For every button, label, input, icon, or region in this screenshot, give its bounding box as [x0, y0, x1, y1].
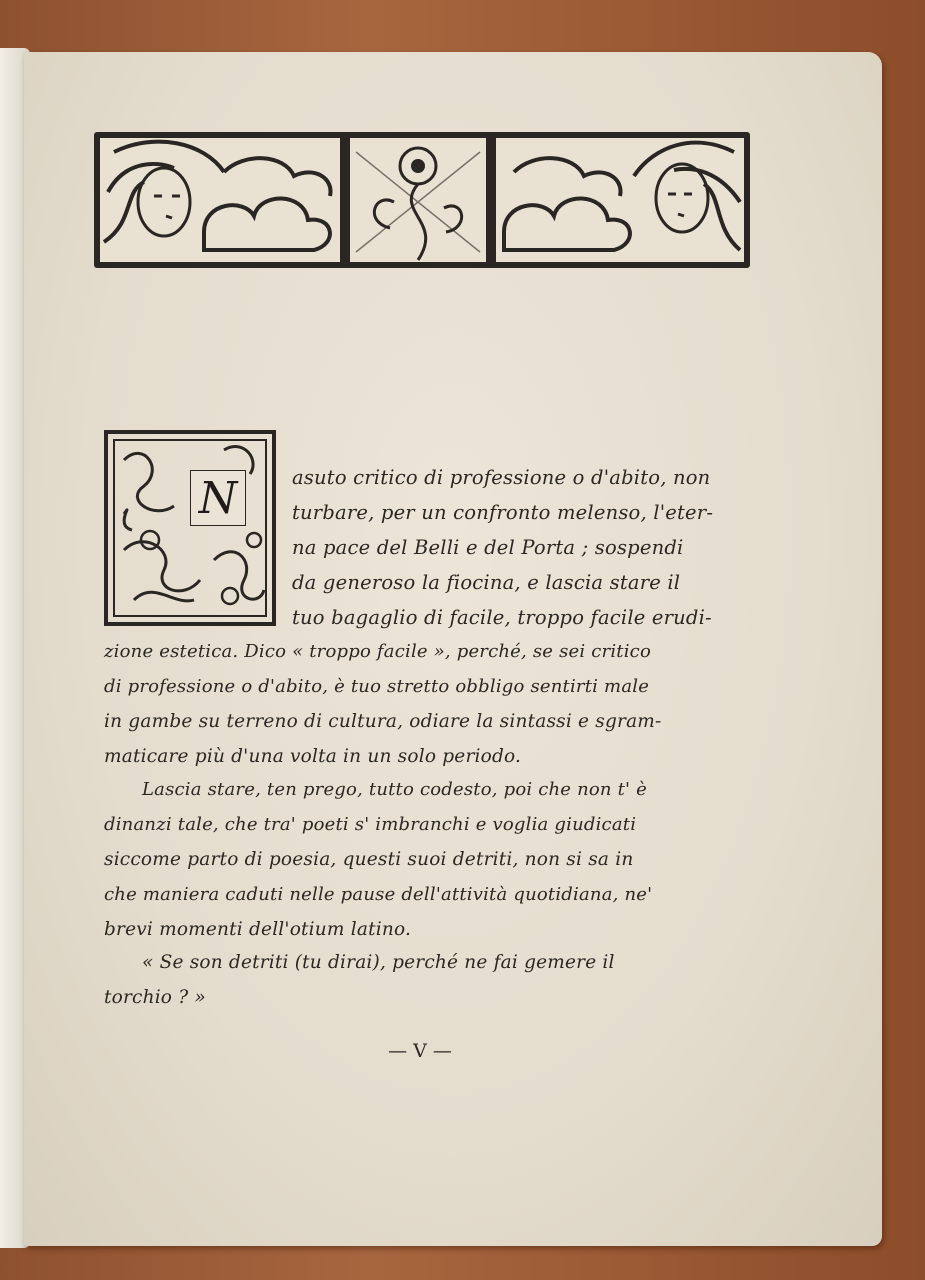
text-line: siccome parto di poesia, questi suoi detriti, non si sa in	[104, 849, 634, 870]
text-line: turbare, per un confronto melenso, l'eter-	[292, 501, 714, 524]
initial-letter: N	[190, 470, 246, 526]
text-line: tuo bagaglio di facile, troppo facile erudi-	[292, 606, 712, 629]
text-line: dinanzi tale, che tra' poeti s' imbranchi e voglia giudicati	[104, 814, 637, 835]
text-line: na pace del Belli e del Porta ; sospendi	[292, 536, 684, 559]
floral-initial-frame-icon	[104, 430, 276, 626]
page-number: — V —	[388, 1040, 452, 1062]
decorative-headpiece	[94, 132, 750, 268]
text-line: maticare più d'una volta in un solo periodo.	[104, 746, 522, 767]
text-line: zione estetica. Dico « troppo facile », perché, se sei critico	[104, 641, 652, 662]
text-line: « Se son detriti (tu dirai), perché ne fai gemere il	[142, 952, 615, 973]
text-line: da generoso la fiocina, e lascia stare il	[292, 571, 681, 594]
text-line: brevi momenti dell'otium latino.	[104, 919, 412, 940]
text-line: in gambe su terreno di cultura, odiare la sintassi e sgram-	[104, 711, 662, 732]
text-line: asuto critico di professione o d'abito, non	[292, 466, 711, 489]
text-line: di professione o d'abito, è tuo stretto obbligo sentirti male	[104, 676, 650, 697]
art-nouveau-ornament-icon	[94, 132, 750, 268]
decorated-initial	[104, 430, 276, 626]
text-line: che maniera caduti nelle pause dell'attività quotidiana, ne'	[104, 884, 653, 905]
text-line: Lascia stare, ten prego, tutto codesto, poi che non t' è	[142, 779, 647, 800]
text-line: torchio ? »	[104, 987, 206, 1008]
